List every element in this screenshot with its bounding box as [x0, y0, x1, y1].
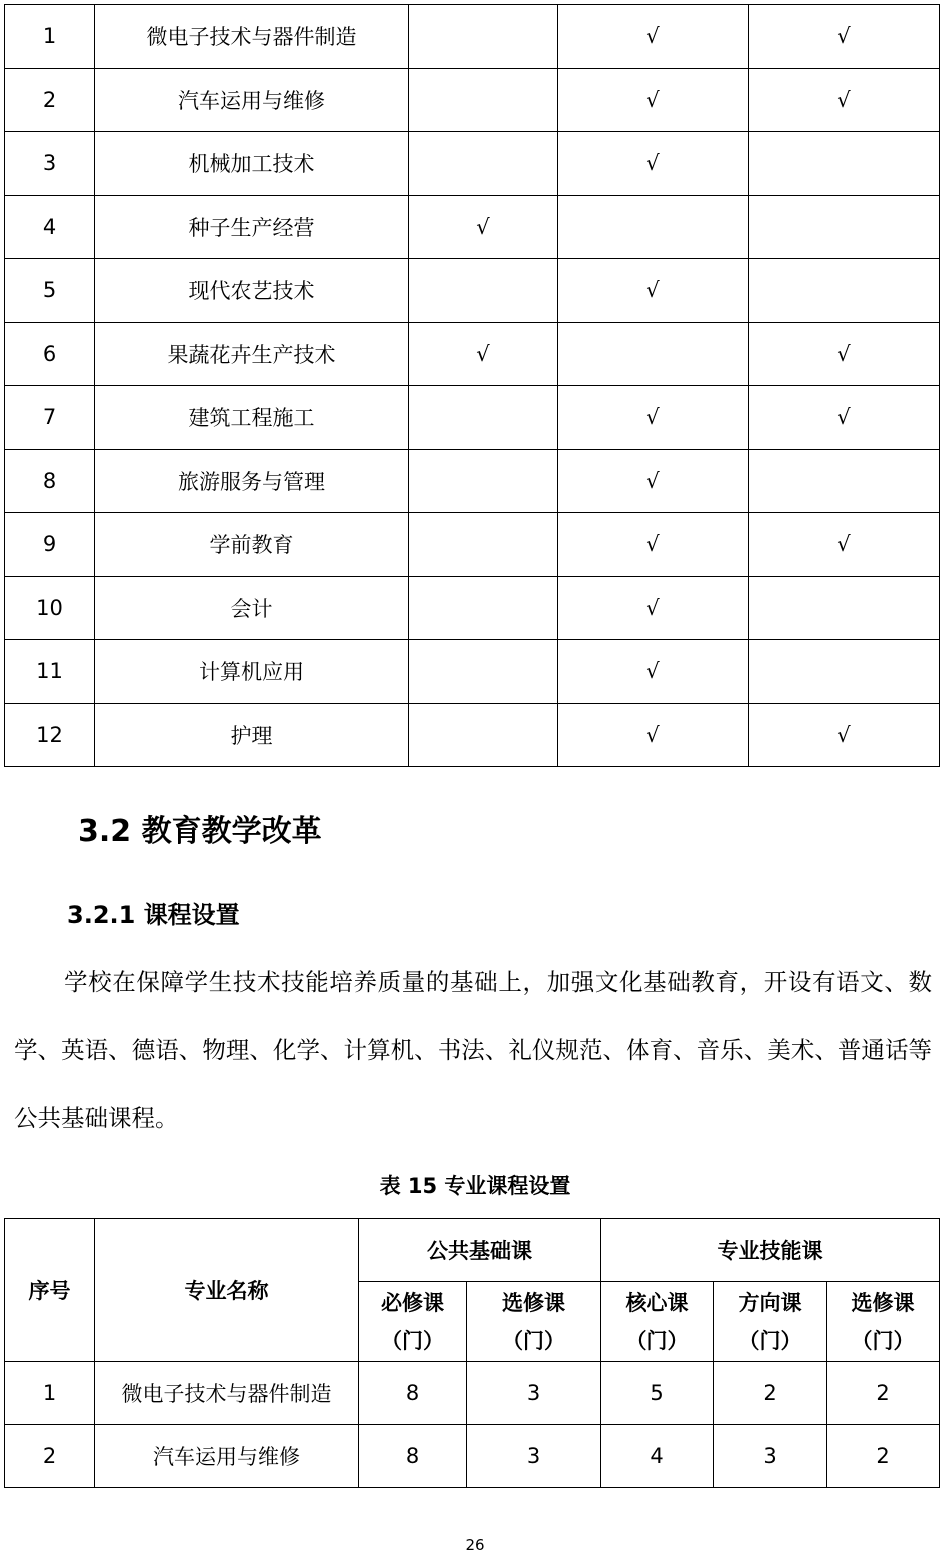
- cell-major-name: 汽车运用与维修: [95, 68, 409, 132]
- table-row: [5, 132, 940, 196]
- cell-major-name: 学前教育: [95, 513, 409, 577]
- cell-col-3: √: [749, 703, 940, 767]
- cell-name: 汽车运用与维修: [95, 1425, 359, 1488]
- cell-col-2: √: [558, 259, 749, 323]
- header-elective: [467, 1282, 601, 1362]
- header-label: 选修课: [851, 1290, 915, 1315]
- cell-required: 8: [359, 1362, 467, 1425]
- cell-major-name: 种子生产经营: [95, 195, 409, 259]
- cell-col-3: √: [749, 386, 940, 450]
- cell-no: 8: [5, 449, 95, 513]
- cell-no: 11: [5, 640, 95, 704]
- table-row: [5, 195, 940, 259]
- cell-major-name: 护理: [95, 703, 409, 767]
- cell-elective: 3: [467, 1425, 601, 1488]
- cell-col-2: √: [558, 576, 749, 640]
- section-heading: 3.2 教育教学改革: [78, 814, 322, 849]
- header-required: [359, 1282, 467, 1362]
- cell-major-name: 会计: [95, 576, 409, 640]
- cell-col-2: √: [558, 703, 749, 767]
- header-unit: （门）: [381, 1328, 444, 1353]
- cell-col-1: [409, 640, 558, 704]
- header-elective-2: [827, 1282, 940, 1362]
- cell-col-2: √: [558, 449, 749, 513]
- header-no: 序号: [5, 1219, 95, 1362]
- cell-major-name: 微电子技术与器件制造: [95, 5, 409, 69]
- cell-core: 4: [601, 1425, 714, 1488]
- cell-elective2: 2: [827, 1425, 940, 1488]
- cell-col-1: [409, 259, 558, 323]
- cell-no: 7: [5, 386, 95, 450]
- cell-col-1: [409, 68, 558, 132]
- cell-no: 1: [5, 5, 95, 69]
- cell-name: 微电子技术与器件制造: [95, 1362, 359, 1425]
- header-label: 选修课: [502, 1290, 565, 1315]
- header-name: 专业名称: [95, 1219, 359, 1362]
- table-row: [5, 513, 940, 577]
- header-label: 核心课: [625, 1290, 689, 1315]
- table-row: [5, 449, 940, 513]
- cell-no: 5: [5, 259, 95, 323]
- cell-col-1: [409, 576, 558, 640]
- major-level-table: [4, 4, 940, 767]
- cell-major-name: 机械加工技术: [95, 132, 409, 196]
- cell-col-3: [749, 195, 940, 259]
- cell-no: 2: [5, 68, 95, 132]
- table-caption: 表 15 专业课程设置: [379, 1174, 571, 1198]
- cell-col-2: [558, 322, 749, 386]
- cell-col-2: √: [558, 132, 749, 196]
- cell-no: 10: [5, 576, 95, 640]
- cell-col-3: [749, 576, 940, 640]
- cell-no: 1: [5, 1362, 95, 1425]
- table-row: [5, 703, 940, 767]
- table-row: [5, 1425, 940, 1488]
- cell-major-name: 果蔬花卉生产技术: [95, 322, 409, 386]
- cell-no: 3: [5, 132, 95, 196]
- cell-no: 4: [5, 195, 95, 259]
- cell-direction: 2: [714, 1362, 827, 1425]
- cell-col-1: [409, 132, 558, 196]
- cell-elective: 3: [467, 1362, 601, 1425]
- cell-col-3: [749, 449, 940, 513]
- cell-col-3: [749, 259, 940, 323]
- cell-no: 6: [5, 322, 95, 386]
- cell-col-3: √: [749, 68, 940, 132]
- cell-major-name: 现代农艺技术: [95, 259, 409, 323]
- page-number: 26: [465, 1536, 485, 1554]
- table-row: [5, 259, 940, 323]
- cell-col-3: √: [749, 322, 940, 386]
- cell-required: 8: [359, 1425, 467, 1488]
- subsection-heading: 3.2.1 课程设置: [67, 901, 240, 929]
- cell-col-1: √: [409, 322, 558, 386]
- cell-col-1: [409, 449, 558, 513]
- header-unit: （门）: [738, 1328, 802, 1353]
- table-row: [5, 322, 940, 386]
- header-label: 必修课: [381, 1290, 444, 1315]
- cell-major-name: 计算机应用: [95, 640, 409, 704]
- cell-col-1: [409, 703, 558, 767]
- header-unit: （门）: [851, 1328, 915, 1353]
- table-row: [5, 1362, 940, 1425]
- cell-col-2: √: [558, 640, 749, 704]
- cell-col-1: [409, 513, 558, 577]
- cell-col-1: [409, 5, 558, 69]
- table-row: [5, 5, 940, 69]
- cell-no: 9: [5, 513, 95, 577]
- cell-col-1: √: [409, 195, 558, 259]
- cell-core: 5: [601, 1362, 714, 1425]
- cell-col-2: √: [558, 5, 749, 69]
- table-row: [5, 576, 940, 640]
- header-unit: （门）: [502, 1328, 565, 1353]
- header-unit: （门）: [625, 1328, 689, 1353]
- cell-col-3: √: [749, 5, 940, 69]
- header-direction: [714, 1282, 827, 1362]
- course-setting-table: [4, 1218, 940, 1488]
- cell-col-1: [409, 386, 558, 450]
- cell-col-2: √: [558, 68, 749, 132]
- header-label: 方向课: [738, 1290, 802, 1315]
- header-core: [601, 1282, 714, 1362]
- cell-direction: 3: [714, 1425, 827, 1488]
- cell-elective2: 2: [827, 1362, 940, 1425]
- cell-no: 12: [5, 703, 95, 767]
- cell-col-2: [558, 195, 749, 259]
- cell-col-3: √: [749, 513, 940, 577]
- cell-col-3: [749, 132, 940, 196]
- cell-major-name: 建筑工程施工: [95, 386, 409, 450]
- table-row: [5, 386, 940, 450]
- header-public-basic: 公共基础课: [359, 1219, 601, 1282]
- cell-col-2: √: [558, 386, 749, 450]
- header-professional-skill: 专业技能课: [601, 1219, 940, 1282]
- cell-major-name: 旅游服务与管理: [95, 449, 409, 513]
- table-row: [5, 640, 940, 704]
- table-row: [5, 68, 940, 132]
- cell-col-2: √: [558, 513, 749, 577]
- cell-col-3: [749, 640, 940, 704]
- cell-no: 2: [5, 1425, 95, 1488]
- body-paragraph: 学校在保障学生技术技能培养质量的基础上，加强文化基础教育，开设有语文、数学、英语、德语、物理、化学、计算机、书法、礼仪规范、体育、音乐、美术、普通话等公共基础课程。: [14, 968, 932, 1132]
